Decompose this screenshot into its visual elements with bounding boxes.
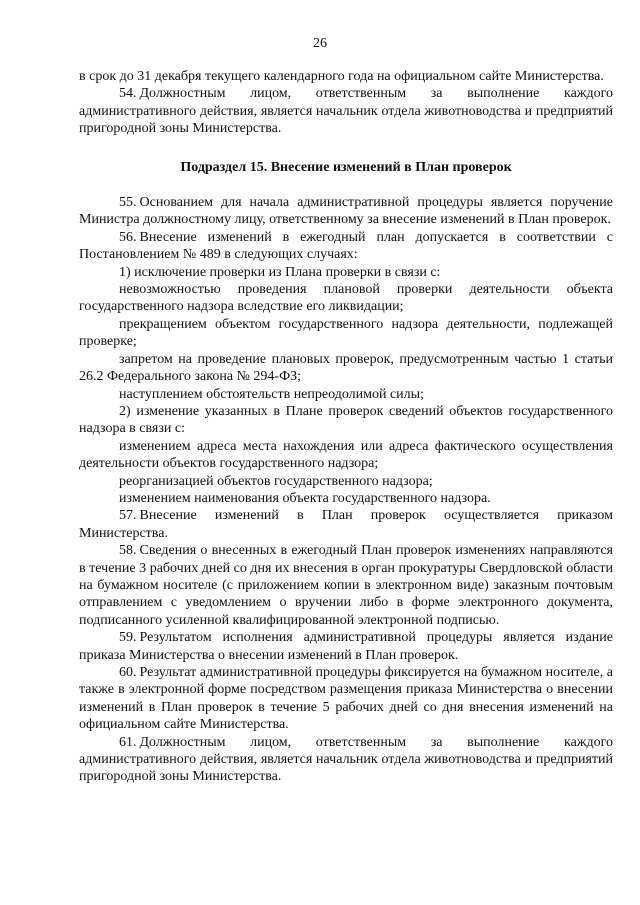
list-item: наступлением обстоятельств непреодолимой силы; bbox=[119, 386, 424, 402]
paragraph-text: Должностным лицом, ответственным за выполнение каждого административного действия, является начальник отдела животноводства и предприятий пригородной зоны Министерства. bbox=[79, 734, 613, 785]
paragraph-number: 60. bbox=[119, 665, 137, 680]
paragraph-56 bbox=[79, 229, 613, 264]
paragraph-60 bbox=[79, 664, 613, 734]
subsection-title: Подраздел 15. Внесение изменений в План проверок bbox=[180, 159, 512, 175]
paragraph-text: Должностным лицом, ответственным за выполнение каждого административного действия, является начальник отдела животноводства и предприятий пригородной зоны Министерства. bbox=[79, 86, 613, 137]
paragraph-61 bbox=[79, 734, 613, 786]
paragraph-number: 55. bbox=[119, 195, 137, 211]
list-item: запретом на проведение плановых проверок, предусмотренным частью 1 статьи 26.2 Федерального закона № 294-ФЗ; bbox=[79, 351, 613, 385]
paragraph-text: Внесение изменений в ежегодный план допускается в соответствии с Постановлением № 489 в следующих случаях: bbox=[79, 229, 613, 263]
paragraph-58 bbox=[79, 542, 613, 629]
paragraph-text: Результатом исполнения административной процедуры является издание приказа Министерства о внесении изменений в План проверок. bbox=[79, 630, 613, 663]
paragraph-57 bbox=[79, 507, 613, 542]
paragraph-number: 56. bbox=[119, 229, 137, 245]
paragraph-text: в срок до 31 декабря текущего календарного года на официальном сайте Министерства. bbox=[79, 69, 604, 84]
paragraph-number: 58. bbox=[119, 543, 137, 559]
paragraph-number: 54. bbox=[119, 86, 137, 102]
paragraph-number: 59. bbox=[119, 630, 137, 646]
paragraph-text: Внесение изменений в План проверок осуществляется приказом Министерства. bbox=[79, 508, 613, 541]
list-item: прекращением объектом государственного надзора деятельности, подлежащей проверке; bbox=[79, 316, 613, 350]
paragraph-text: Сведения о внесенных в ежегодный План проверок изменениях направляются в течение 3 рабочих дней со дня их внесения в орган прокуратуры Свердловской области на бумажном носителе (с приложением копии в электронном виде) заказным почтовым отправлением с уведомлением о вручении либо в форме электронного документа, подписанного усиленной квалифицированной электронной подписью. bbox=[79, 543, 613, 628]
paragraph-continuation bbox=[79, 68, 613, 85]
paragraph-number: 61. bbox=[119, 734, 137, 750]
list-item: 2) изменение указанных в Плане проверок сведений объектов государственного надзора в связи с: bbox=[79, 403, 613, 437]
paragraph-number: 57. bbox=[119, 508, 137, 524]
list-item: 1) исключение проверки из Плана проверки в связи с: bbox=[119, 264, 441, 280]
document-body bbox=[79, 68, 613, 786]
list-item: невозможностью проведения плановой проверки деятельности объекта государственного надзора вследствие его ликвидации; bbox=[79, 282, 613, 315]
paragraph-54 bbox=[79, 85, 613, 137]
paragraph-59 bbox=[79, 629, 613, 664]
paragraph-text: Результат административной процедуры фиксируется на бумажном носителе, а также в электронной форме посредством размещения приказа Министерства о внесении изменений в План проверок в течение 5 рабочих дней со дня внесения изменений на официальном сайте Министерства. bbox=[79, 665, 613, 733]
paragraph-text: Основанием для начала административной процедуры является поручение Министра должностному лицу, ответственному за внесение изменений в План проверок. bbox=[79, 195, 613, 228]
paragraph-55 bbox=[79, 194, 613, 229]
page-number: 26 bbox=[313, 36, 327, 51]
list-item: изменением адреса места нахождения или адреса фактического осуществления деятельности объектов государственного надзора; bbox=[79, 438, 613, 472]
list-item: изменением наименования объекта государственного надзора. bbox=[119, 490, 491, 506]
list-item: реорганизацией объектов государственного надзора; bbox=[119, 473, 433, 489]
